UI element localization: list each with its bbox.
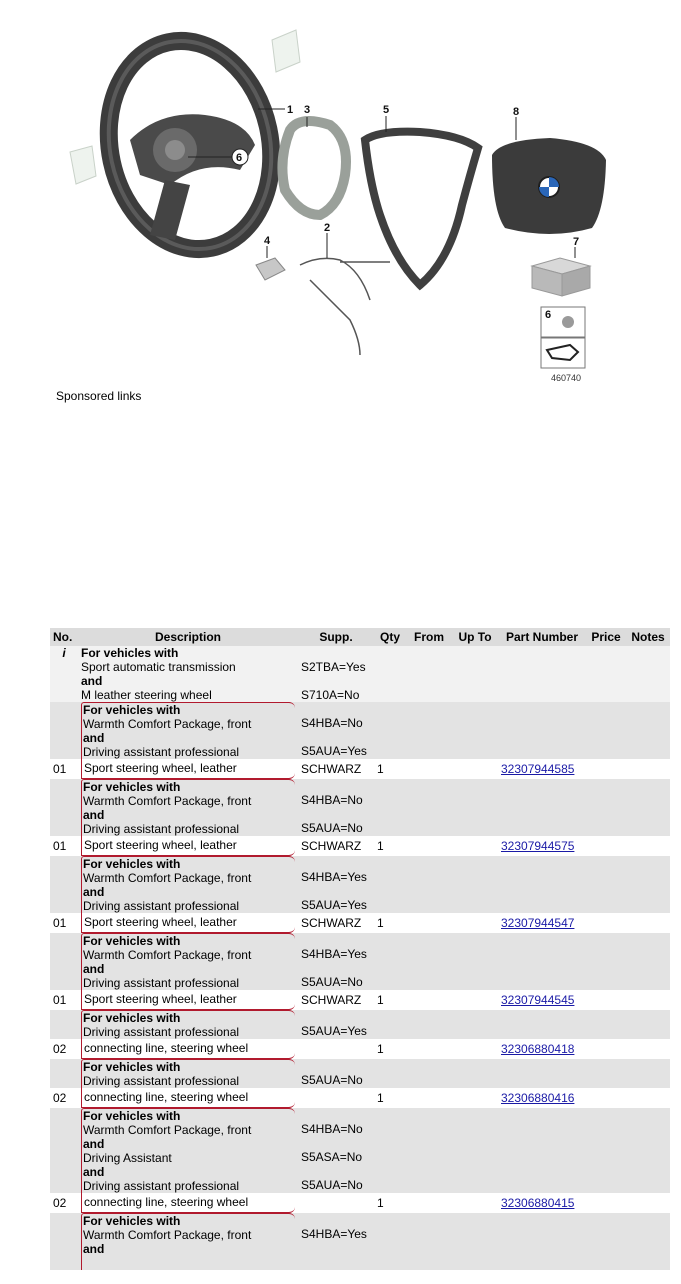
condition-and: and <box>83 962 105 976</box>
condition-row <box>50 646 670 702</box>
condition-description <box>78 779 298 836</box>
condition-empty-cell <box>498 1108 586 1193</box>
part-notes <box>626 759 670 779</box>
condition-empty-cell <box>406 702 452 759</box>
condition-description <box>78 1213 298 1270</box>
condition-empty-cell <box>374 1010 406 1039</box>
part-notes <box>626 1039 670 1059</box>
part-number-cell <box>498 1039 586 1059</box>
condition-supp <box>298 646 374 702</box>
condition-empty-cell <box>626 856 670 913</box>
condition-supp <box>298 1213 374 1270</box>
part-price <box>586 836 626 856</box>
condition-box <box>81 1213 295 1270</box>
condition-box <box>81 779 295 836</box>
condition-row <box>50 1059 670 1088</box>
part-qty: 1 <box>374 1193 406 1213</box>
supp-spacer <box>301 1136 371 1150</box>
part-description: connecting line, steering wheel <box>81 1088 295 1108</box>
diagram-reference-number: 460740 <box>551 373 582 383</box>
supp-spacer <box>301 779 371 793</box>
condition-empty-cell <box>452 1059 498 1088</box>
condition-text: Warmth Comfort Package, front <box>83 1123 252 1137</box>
airbag <box>492 138 606 234</box>
condition-empty-cell <box>406 933 452 990</box>
callout-8: 8 <box>513 106 520 118</box>
info-icon[interactable]: i <box>62 646 66 660</box>
condition-empty-cell <box>406 1213 452 1270</box>
part-up-to <box>452 1193 498 1213</box>
col-part-number: Part Number <box>498 628 586 646</box>
callout-3: 3 <box>304 104 311 116</box>
col-price: Price <box>586 628 626 646</box>
condition-empty-cell <box>586 779 626 836</box>
part-no: 02 <box>50 1088 78 1108</box>
condition-box <box>81 933 295 990</box>
condition-code: S710A=No <box>301 688 360 702</box>
condition-row <box>50 702 670 759</box>
condition-empty-cell <box>452 1213 498 1270</box>
condition-text: Warmth Comfort Package, front <box>83 871 252 885</box>
condition-code <box>301 1255 371 1269</box>
condition-empty-cell <box>498 1010 586 1039</box>
part-up-to <box>452 990 498 1010</box>
condition-code: S5AUA=No <box>301 1073 363 1087</box>
condition-empty-cell <box>626 1213 670 1270</box>
supp-spacer <box>301 1241 371 1255</box>
condition-empty-cell <box>498 1059 586 1088</box>
supp-spacer <box>301 674 371 688</box>
condition-empty-cell <box>406 1108 452 1193</box>
condition-code: S5AUA=No <box>301 975 363 989</box>
control-unit-box <box>532 258 590 296</box>
condition-box <box>81 702 295 759</box>
condition-row <box>50 1213 670 1270</box>
part-from <box>406 836 452 856</box>
condition-empty-cell <box>626 702 670 759</box>
condition-text: Warmth Comfort Package, front <box>83 794 252 808</box>
condition-lead: For vehicles with <box>81 646 179 660</box>
condition-text: Driving assistant professional <box>83 899 240 913</box>
supp-spacer <box>301 807 371 821</box>
condition-empty-cell <box>452 933 498 990</box>
condition-code: S2TBA=Yes <box>301 660 366 674</box>
condition-lead: For vehicles with <box>83 1214 181 1228</box>
part-price <box>586 1193 626 1213</box>
part-up-to <box>452 913 498 933</box>
part-description-cell <box>78 1088 298 1108</box>
part-price <box>586 1039 626 1059</box>
condition-box <box>81 1059 295 1088</box>
part-qty: 1 <box>374 990 406 1010</box>
part-supp: SCHWARZ <box>298 759 374 779</box>
part-no: 02 <box>50 1193 78 1213</box>
condition-and: and <box>83 1165 105 1179</box>
condition-description <box>78 1010 298 1039</box>
part-no: 01 <box>50 913 78 933</box>
supp-spacer <box>301 933 371 947</box>
condition-empty-cell <box>452 1108 498 1193</box>
part-from <box>406 1193 452 1213</box>
supp-spacer <box>301 1164 371 1178</box>
parts-table <box>50 628 670 1270</box>
part-description: Sport steering wheel, leather <box>81 759 295 779</box>
part-number-link[interactable]: 32307944575 <box>501 838 575 853</box>
condition-no-cell <box>50 1010 78 1039</box>
condition-lead: For vehicles with <box>83 1109 181 1123</box>
part-description: connecting line, steering wheel <box>81 1193 295 1213</box>
col-no: No. <box>50 628 78 646</box>
supp-spacer <box>301 1213 371 1227</box>
part-description-cell <box>78 759 298 779</box>
condition-empty-cell <box>586 1010 626 1039</box>
callout-2: 2 <box>324 222 331 234</box>
condition-empty-cell <box>374 1213 406 1270</box>
part-qty: 1 <box>374 913 406 933</box>
condition-code: S4HBA=Yes <box>301 947 367 961</box>
callout-4: 4 <box>264 235 271 247</box>
condition-empty-cell <box>374 1108 406 1193</box>
condition-code: S4HBA=Yes <box>301 1227 367 1241</box>
condition-empty-cell <box>406 779 452 836</box>
part-number-link[interactable]: 32306880416 <box>501 1090 575 1105</box>
condition-description <box>78 646 298 702</box>
part-row <box>50 990 670 1010</box>
part-number-link[interactable]: 32307944545 <box>501 992 575 1007</box>
condition-text: Driving assistant professional <box>83 1025 240 1039</box>
condition-text: Sport automatic transmission <box>81 660 236 674</box>
part-description-cell <box>78 913 298 933</box>
condition-empty-cell <box>586 856 626 913</box>
paddle-shifter-left <box>70 146 96 184</box>
part-up-to <box>452 1088 498 1108</box>
part-description-cell <box>78 1193 298 1213</box>
part-number-link[interactable]: 32306880415 <box>501 1195 575 1210</box>
condition-code: S5AUA=No <box>301 1178 363 1192</box>
part-up-to <box>452 836 498 856</box>
part-price <box>586 759 626 779</box>
condition-and: and <box>83 885 105 899</box>
condition-code: S4HBA=No <box>301 793 363 807</box>
condition-empty-cell <box>626 779 670 836</box>
supp-spacer <box>301 702 371 716</box>
condition-empty-cell <box>498 856 586 913</box>
condition-empty-cell <box>498 933 586 990</box>
condition-empty-cell <box>374 702 406 759</box>
condition-empty-cell <box>586 933 626 990</box>
condition-empty-cell <box>452 646 498 702</box>
condition-text: M leather steering wheel <box>81 688 212 702</box>
part-qty: 1 <box>374 759 406 779</box>
supp-spacer <box>301 1059 371 1073</box>
condition-text: Warmth Comfort Package, front <box>83 948 252 962</box>
condition-description <box>78 1059 298 1088</box>
condition-description <box>78 856 298 913</box>
part-row <box>50 1193 670 1213</box>
condition-description <box>78 933 298 990</box>
condition-empty-cell <box>452 1010 498 1039</box>
condition-text: Driving assistant professional <box>83 822 240 836</box>
condition-no-cell <box>50 856 78 913</box>
condition-row <box>50 856 670 913</box>
condition-code: S5ASA=No <box>301 1150 363 1164</box>
condition-supp <box>298 779 374 836</box>
condition-box <box>81 646 295 702</box>
part-row <box>50 1039 670 1059</box>
part-notes <box>626 1193 670 1213</box>
part-supp: SCHWARZ <box>298 990 374 1010</box>
part-no: 01 <box>50 836 78 856</box>
condition-lead: For vehicles with <box>83 703 181 717</box>
supp-spacer <box>301 646 371 660</box>
condition-empty-cell <box>586 646 626 702</box>
condition-row <box>50 779 670 836</box>
condition-empty-cell <box>452 779 498 836</box>
part-number-cell <box>498 1193 586 1213</box>
part-number-link[interactable]: 32306880418 <box>501 1041 575 1056</box>
condition-empty-cell <box>374 779 406 836</box>
part-price <box>586 990 626 1010</box>
condition-empty-cell <box>626 1059 670 1088</box>
condition-box <box>81 1108 295 1193</box>
part-number-cell <box>498 1088 586 1108</box>
condition-no-cell <box>50 1059 78 1088</box>
condition-empty-cell <box>498 1213 586 1270</box>
wiring-harness <box>300 258 390 355</box>
callout-5: 5 <box>383 104 390 116</box>
condition-text: Driving assistant professional <box>83 745 240 759</box>
part-from <box>406 1039 452 1059</box>
condition-empty-cell <box>406 856 452 913</box>
condition-empty-cell <box>374 1059 406 1088</box>
condition-code: S5AUA=No <box>301 821 363 835</box>
part-notes <box>626 913 670 933</box>
supp-spacer <box>301 961 371 975</box>
col-supp: Supp. <box>298 628 374 646</box>
condition-row <box>50 1108 670 1193</box>
condition-text: Warmth Comfort Package, front <box>83 717 252 731</box>
part-qty: 1 <box>374 836 406 856</box>
part-description-cell <box>78 990 298 1010</box>
condition-empty-cell <box>626 1010 670 1039</box>
part-from <box>406 913 452 933</box>
condition-text: Driving assistant professional <box>83 1074 240 1088</box>
condition-empty-cell <box>586 1108 626 1193</box>
condition-code: S5AUA=Yes <box>301 744 367 758</box>
condition-empty-cell <box>374 646 406 702</box>
part-from <box>406 759 452 779</box>
condition-supp <box>298 856 374 913</box>
condition-text: Warmth Comfort Package, front <box>83 1228 252 1242</box>
condition-no-cell <box>50 1213 78 1270</box>
part-qty: 1 <box>374 1088 406 1108</box>
col-notes: Notes <box>626 628 670 646</box>
part-row <box>50 836 670 856</box>
condition-and: and <box>83 731 105 745</box>
part-description-cell <box>78 836 298 856</box>
col-up-to: Up To <box>452 628 498 646</box>
part-description: connecting line, steering wheel <box>81 1039 295 1059</box>
condition-lead: For vehicles with <box>83 1011 181 1025</box>
condition-lead: For vehicles with <box>83 1060 181 1074</box>
condition-code: S5AUA=Yes <box>301 898 367 912</box>
part-notes <box>626 1088 670 1108</box>
condition-empty-cell <box>626 933 670 990</box>
sponsored-links-label: Sponsored links <box>56 389 142 403</box>
supp-spacer <box>301 856 371 870</box>
condition-empty-cell <box>586 1059 626 1088</box>
condition-supp <box>298 1010 374 1039</box>
condition-empty-cell <box>626 646 670 702</box>
col-from: From <box>406 628 452 646</box>
part-from <box>406 1088 452 1108</box>
condition-empty-cell <box>374 856 406 913</box>
col-qty: Qty <box>374 628 406 646</box>
condition-text: Driving assistant professional <box>83 1179 240 1193</box>
part-price <box>586 1088 626 1108</box>
part-supp: SCHWARZ <box>298 836 374 856</box>
supp-spacer <box>301 730 371 744</box>
part-description: Sport steering wheel, leather <box>81 913 295 933</box>
part-number-cell <box>498 759 586 779</box>
part-number-link[interactable]: 32307944585 <box>501 761 575 776</box>
condition-empty-cell <box>452 702 498 759</box>
part-notes <box>626 990 670 1010</box>
steering-wheel <box>90 26 290 265</box>
condition-code: S4HBA=No <box>301 716 363 730</box>
condition-empty-cell <box>406 1059 452 1088</box>
condition-code: S4HBA=Yes <box>301 870 367 884</box>
condition-empty-cell <box>498 646 586 702</box>
condition-and: and <box>81 674 103 688</box>
condition-empty-cell <box>586 702 626 759</box>
condition-empty-cell <box>406 1010 452 1039</box>
table-header-row <box>50 628 670 646</box>
sensor-module <box>256 258 285 280</box>
condition-no-cell <box>50 646 78 702</box>
callout-7: 7 <box>573 236 580 248</box>
callout-1: 1 <box>287 104 294 116</box>
trim-ring <box>282 121 346 215</box>
condition-code: S4HBA=No <box>301 1122 363 1136</box>
condition-no-cell <box>50 779 78 836</box>
condition-empty-cell <box>498 779 586 836</box>
condition-empty-cell <box>498 702 586 759</box>
part-description: Sport steering wheel, leather <box>81 836 295 856</box>
condition-empty-cell <box>406 646 452 702</box>
part-no: 01 <box>50 759 78 779</box>
condition-and: and <box>83 1137 105 1151</box>
part-number-link[interactable]: 32307944547 <box>501 915 575 930</box>
condition-supp <box>298 1108 374 1193</box>
part-description-cell <box>78 1039 298 1059</box>
supp-spacer <box>301 884 371 898</box>
part-up-to <box>452 759 498 779</box>
condition-lead: For vehicles with <box>83 934 181 948</box>
condition-no-cell <box>50 933 78 990</box>
part-description: Sport steering wheel, leather <box>81 990 295 1010</box>
part-price <box>586 913 626 933</box>
paddle-shifter-right <box>272 30 300 72</box>
part-number-cell <box>498 913 586 933</box>
condition-text: Driving Assistant <box>83 1151 172 1165</box>
parts-diagram <box>0 0 681 390</box>
part-row <box>50 913 670 933</box>
part-number-cell <box>498 990 586 1010</box>
condition-box <box>81 856 295 913</box>
part-supp: SCHWARZ <box>298 913 374 933</box>
supp-spacer <box>301 1010 371 1024</box>
condition-box <box>81 1010 295 1039</box>
condition-text <box>83 1256 295 1270</box>
condition-empty-cell <box>626 1108 670 1193</box>
condition-code: S5AUA=Yes <box>301 1024 367 1038</box>
condition-empty-cell <box>374 933 406 990</box>
condition-no-cell <box>50 1108 78 1193</box>
part-from <box>406 990 452 1010</box>
condition-empty-cell <box>452 856 498 913</box>
condition-description <box>78 702 298 759</box>
part-qty: 1 <box>374 1039 406 1059</box>
callout-6: 6 <box>236 152 243 164</box>
part-number-cell <box>498 836 586 856</box>
part-no: 02 <box>50 1039 78 1059</box>
part-no: 01 <box>50 990 78 1010</box>
condition-lead: For vehicles with <box>83 780 181 794</box>
condition-no-cell <box>50 702 78 759</box>
condition-lead: For vehicles with <box>83 857 181 871</box>
condition-row <box>50 933 670 990</box>
part-row <box>50 1088 670 1108</box>
callout-6-box: 6 <box>545 309 552 321</box>
part-supp <box>298 1039 374 1059</box>
condition-supp <box>298 1059 374 1088</box>
condition-supp <box>298 702 374 759</box>
supp-spacer <box>301 1108 371 1122</box>
part-row <box>50 759 670 779</box>
condition-description <box>78 1108 298 1193</box>
col-description: Description <box>78 628 298 646</box>
condition-text: Driving assistant professional <box>83 976 240 990</box>
part-notes <box>626 836 670 856</box>
condition-supp <box>298 933 374 990</box>
condition-row <box>50 1010 670 1039</box>
part-supp <box>298 1193 374 1213</box>
part-up-to <box>452 1039 498 1059</box>
condition-and: and <box>83 1242 105 1256</box>
condition-empty-cell <box>586 1213 626 1270</box>
condition-and: and <box>83 808 105 822</box>
part-supp <box>298 1088 374 1108</box>
